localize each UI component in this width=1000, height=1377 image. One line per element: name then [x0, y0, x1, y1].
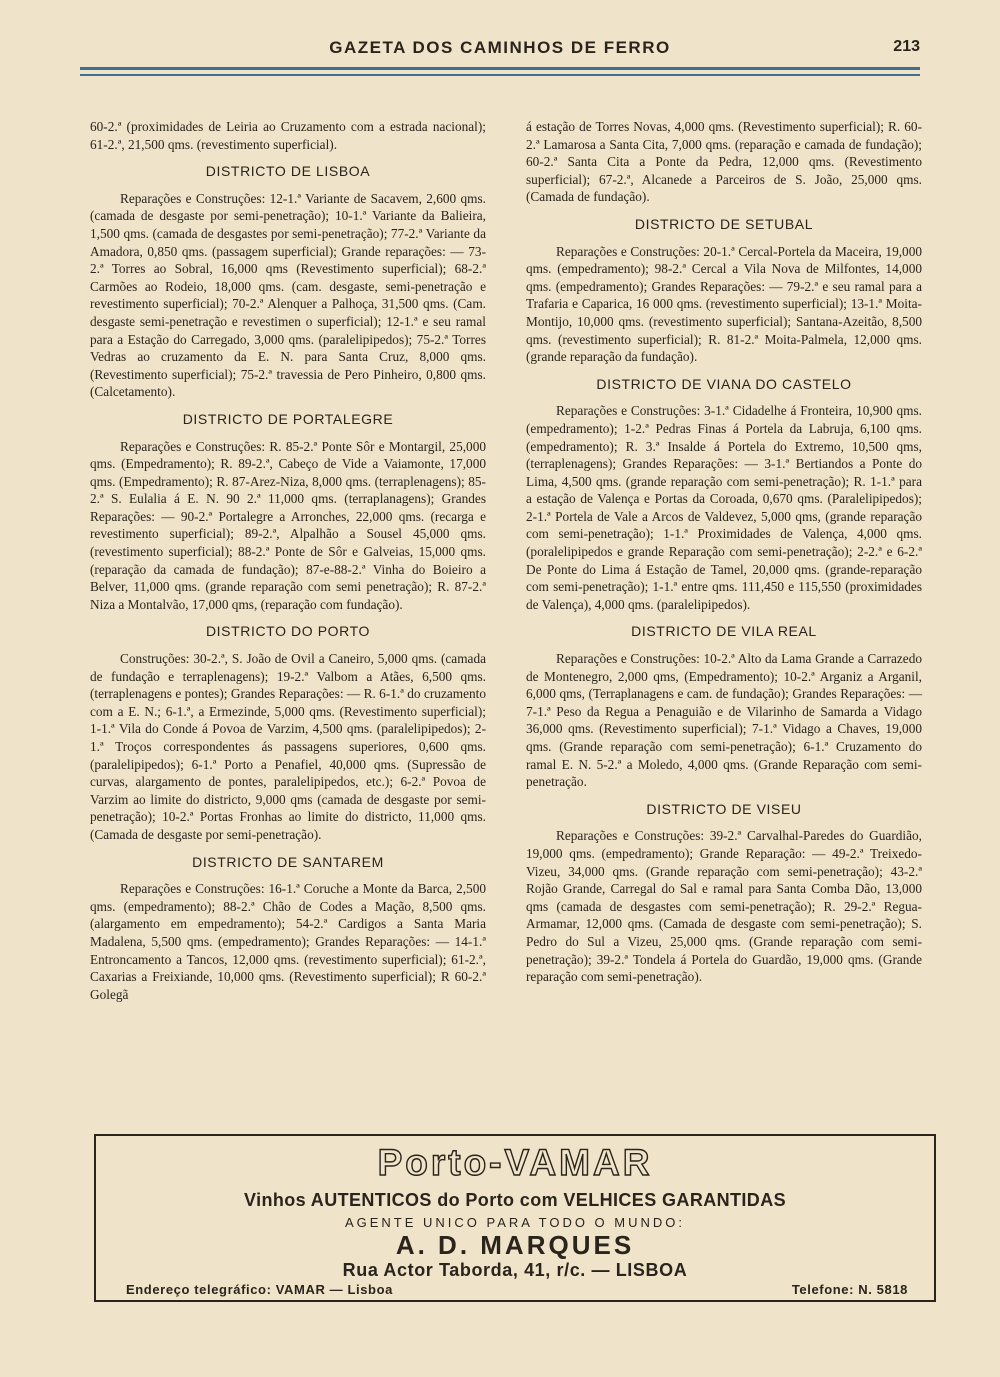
section-text-vila-real: Reparações e Construções: 10-2.ª Alto da Lama Grande a Carrazedo de Montenegro, 2,000 qms, (Empedramento); 10-2.ª Arganiz a Arganil, 6,000 qms, (Terraplanagens e cam. de fundação); Grandes Reparações: — 7-1.ª Peso da Regua a Penaguião e de Vilarinho de Samarda a Vidago 36,000 qms. (Revestimento superficial); 7-1.ª Vidago a Chaves, 19,000 qms. (Grande reparação com semi-penetração); 6-1.ª Cruzamento do ramal E. N. 5-2.ª a Moledo, 4,000 qms. (Grande Reparação com semi-penetração. — [526, 651, 922, 790]
journal-title: GAZETA DOS CAMINHOS DE FERRO — [329, 38, 671, 57]
ad-phone: Telefone: N. 5818 — [791, 1282, 908, 1297]
advertisement-box — [94, 1134, 936, 1302]
section-heading-viana: DISTRICTO DE VIANA DO CASTELO — [596, 375, 852, 392]
section-text-portalegre: Reparações e Construções: R. 85-2.ª Ponte Sôr e Montargil, 25,000 qms. (Empedramento); R. 89-2.ª, Cabeço de Vide a Vaiamonte, 17,000 qms. (Empedramento); R. 87-Arez-Niza, 8,000 qms. (terraplenagens); 85-2.ª S. Eulalia á E. N. 90 2.ª 11,000 qms. (terraplanagens); Grandes Reparações: — 90-2.ª Portalegre a Arronches, 22,000 qms. (recarga e revestimento superficial); 89-2.ª, Alpalhão a Sousel 45,000 qms. (revestimento superficial); 88-2.ª Ponte de Sôr e Galveias, 15,000 qms. (reparação da camada de fundação); 87-e-88-2.ª Vinha do Boieiro a Belver, 11,000 qms. (grande reparação com semi penetração); R. 87-2.ª Niza a Montalvão, 17,000 qms, (reparação com fundação). — [90, 438, 486, 612]
page-header — [80, 32, 920, 62]
section-text-porto: Construções: 30-2.ª, S. João de Ovil a Caneiro, 5,000 qms. (camada de fundação e terraplenagens); 19-2.ª Valbom a Atães, 6,500 qms. (terraplenagens e pontes); Grandes Reparações: — R. 6-1.ª do cruzamento com a E. N.; 6-1.ª, a Ermezinde, 5,000 qms. (Revestimento superficial); 1-1.ª Vila do Conde á Povoa de Varzim, 4,500 qms. (paralelipipedos); 2-1.ª Troços correspondentes ás passagens superiores, 0,600 qms. (paralelipipedos); 6-1.ª Porto a Penafiel, 40,000 qms. (Supressão de curvas, alargamento de pontes, paralelipipedos, etc.); 6-2.ª Povoa de Varzim ao limite do districto, 9,000 qms (camada de desgaste por semi-penetração); 10-2.ª Portas Fronhas ao limite do districto, 11,000 qms. (Camada de desgaste por semi-penetração). — [90, 651, 486, 842]
ad-agent-line: AGENTE UNICO PARA TODO O MUNDO: — [344, 1215, 686, 1230]
section-text-santarem: Reparações e Construções: 16-1.ª Coruche a Monte da Barca, 2,500 qms. (empedramento); 88-2.ª Chão de Codes a Mação, 8,500 qms. (alargamento em empedramento); 54-2.ª Cardigos a Santa Maria Madalena, 5,500 qms. (empedramento); Grandes Reparações: — 14-1.ª Entroncamento a Tancos, 12,000 qms. (revestimento superficial); 61-2.ª, Caxarias a Freixiande, 10,000 qms. (Revestimento superficial); R 60-2.ª Golegã — [90, 881, 486, 1002]
section-heading-portalegre: DISTRICTO DE PORTALEGRE — [182, 410, 394, 427]
ad-agent-name: A. D. MARQUES — [395, 1230, 635, 1260]
header-rule-top — [80, 67, 920, 70]
right-intro-paragraph: á estação de Torres Novas, 4,000 qms. (Revestimento superficial); R. 60-2.ª Lamarosa a Santa Cita, 7,000 qms. (reparação e camada de fundação); 60-2.ª Santa Cita a Ponte da Pedra, 12,000 qms. (Revestimento superficial); 67-2.ª, Alcanede a Parceiros de S. João, 25,000 qms. (Camada de fundação). — [526, 119, 922, 205]
left-column — [90, 118, 486, 1003]
section-heading-viseu: DISTRICTO DE VISEU — [646, 800, 802, 817]
right-column — [526, 118, 922, 986]
section-text-viana: Reparações e Construções: 3-1.ª Cidadelhe á Fronteira, 10,900 qms. (empedramento); 1-2.ª Pedras Finas á Portela da Labruja, 6,100 qms. (empedramento); R. 3.ª Insalde á Portela do Extremo, 10,500 qms, (terraplenagens); Grandes Reparações: — 3-1.ª Bertiandos a Ponte do Lima, 4,500 qms. (grande reparação com semi-penetração); R. 1-1.ª para a estação de Valença e Portas da Coroada, 0,670 qms. (Paralelipipedos); 2-1.ª Portela de Vale a Arcos de Valdevez, 5,000 qms, (grande reparação com semi-penetração); 1-1.ª Proximidades de Valença, 4,000 qms. (poralelipipedos e grande Reparação com semi-penetração); 2-2.ª e 6-2.ª De Ponte do Lima á Estação de Tamel, 20,000 qms. (grande-reparação com semi-penetração); 1-1.ª entre qms. 111,450 e 115,550 (proximidades de Valença), 4,000 qms. (paralelipipedos). — [526, 403, 922, 612]
ad-brand-logo: Porto-VAMAR — [377, 1142, 653, 1183]
header-rule-bottom — [80, 74, 920, 76]
section-heading-lisboa: DISTRICTO DE LISBOA — [205, 163, 371, 180]
ad-telegraph: Endereço telegráfico: VAMAR — Lisboa — [126, 1282, 393, 1297]
section-heading-setubal: DISTRICTO DE SETUBAL — [634, 215, 814, 232]
left-intro-paragraph: 60-2.ª (proximidades de Leiria ao Cruzamento com a estrada nacional); 61-2.ª, 21,500 qms. (revestimento superficial). — [90, 119, 486, 152]
page-number: 213 — [893, 38, 920, 55]
section-heading-vila-real: DISTRICTO DE VILA REAL — [631, 623, 817, 640]
section-heading-porto: DISTRICTO DO PORTO — [205, 623, 371, 640]
section-text-lisboa: Reparações e Construções: 12-1.ª Variante de Sacavem, 2,600 qms. (camada de desgaste por semi-penetração); 10-1.ª Variante da Balieira, 1,500 qms. (camada de desgastes por semi-penetração); 77-2.ª Variante da Amadora, 0,850 qms. (passagem superficial); Grande reparações: — 73-2.ª Torres ao Sobral, 16,000 qms (Revestimento superficial); 68-2.ª Carmões ao Rodeio, 18,000 qms. (cam. desgaste, semi-penetração e revestimento superficial); 70-2.ª Alenquer a Palhoça, 31,500 qms. (Cam. desgaste semi-penetração e revestimen o superficial); 12-1.ª e seu ramal para a Estação do Carregado, 3,000 qms. (paralelipipedos); 75-2.ª Torres Vedras ao cruzamento da E. N. para Santa Cruz, 8,000 qms. (Revestimento superficial); 75-2.ª travessia de Pero Pinheiro, 0,800 qms. (Calcetamento). — [90, 190, 486, 400]
ad-address: Rua Actor Taborda, 41, r/c. — LISBOA — [342, 1260, 688, 1280]
section-text-setubal: Reparações e Construções: 20-1.ª Cercal-Portela da Maceira, 19,000 qms. (empedramento); 98-2.ª Cercal a Vila Nova de Milfontes, 14,000 qms. (empedramento); Grandes Reparações: — 79-2.ª e seu ramal para a Trafaria e Caparica, 16 000 qms. (revestimento superficial); 13-1.ª Moita-Montijo, 10,000 qms. (revestimento superficial); Santana-Azeitão, 8,500 qms. (revestimento superficial); R. 81-2.ª Moita-Palmela, 12,000 qms. (grande reparação da fundação). — [526, 243, 922, 365]
ad-tagline: Vinhos AUTENTICOS do Porto com VELHICES GARANTIDAS — [243, 1190, 787, 1210]
section-heading-santarem: DISTRICTO DE SANTAREM — [192, 853, 384, 870]
section-text-viseu: Reparações e Construções: 39-2.ª Carvalhal-Paredes do Guardião, 19,000 qms. (empedramento); Grande Reparação: — 49-2.ª Treixedo-Vizeu, 34,000 qms. (Grande reparação com semi-penetração); 43-2.ª Rojão Grande, Carregal do Sal e ramal para Santa Comba Dão, 13,000 qms (camada de desgastes com semi-penetração); R. 29-2.ª Regua-Armamar, 12,000 qms. (Camada de desgaste com semi-penetração); S. Pedro do Sul a Vizeu, 25,000 qms. (Grande reparação com semi-penetração); 39-2.ª Tondela á Portela do Guardão, 19,000 qms. (Grande reparação com semi-penetração). — [526, 828, 922, 985]
